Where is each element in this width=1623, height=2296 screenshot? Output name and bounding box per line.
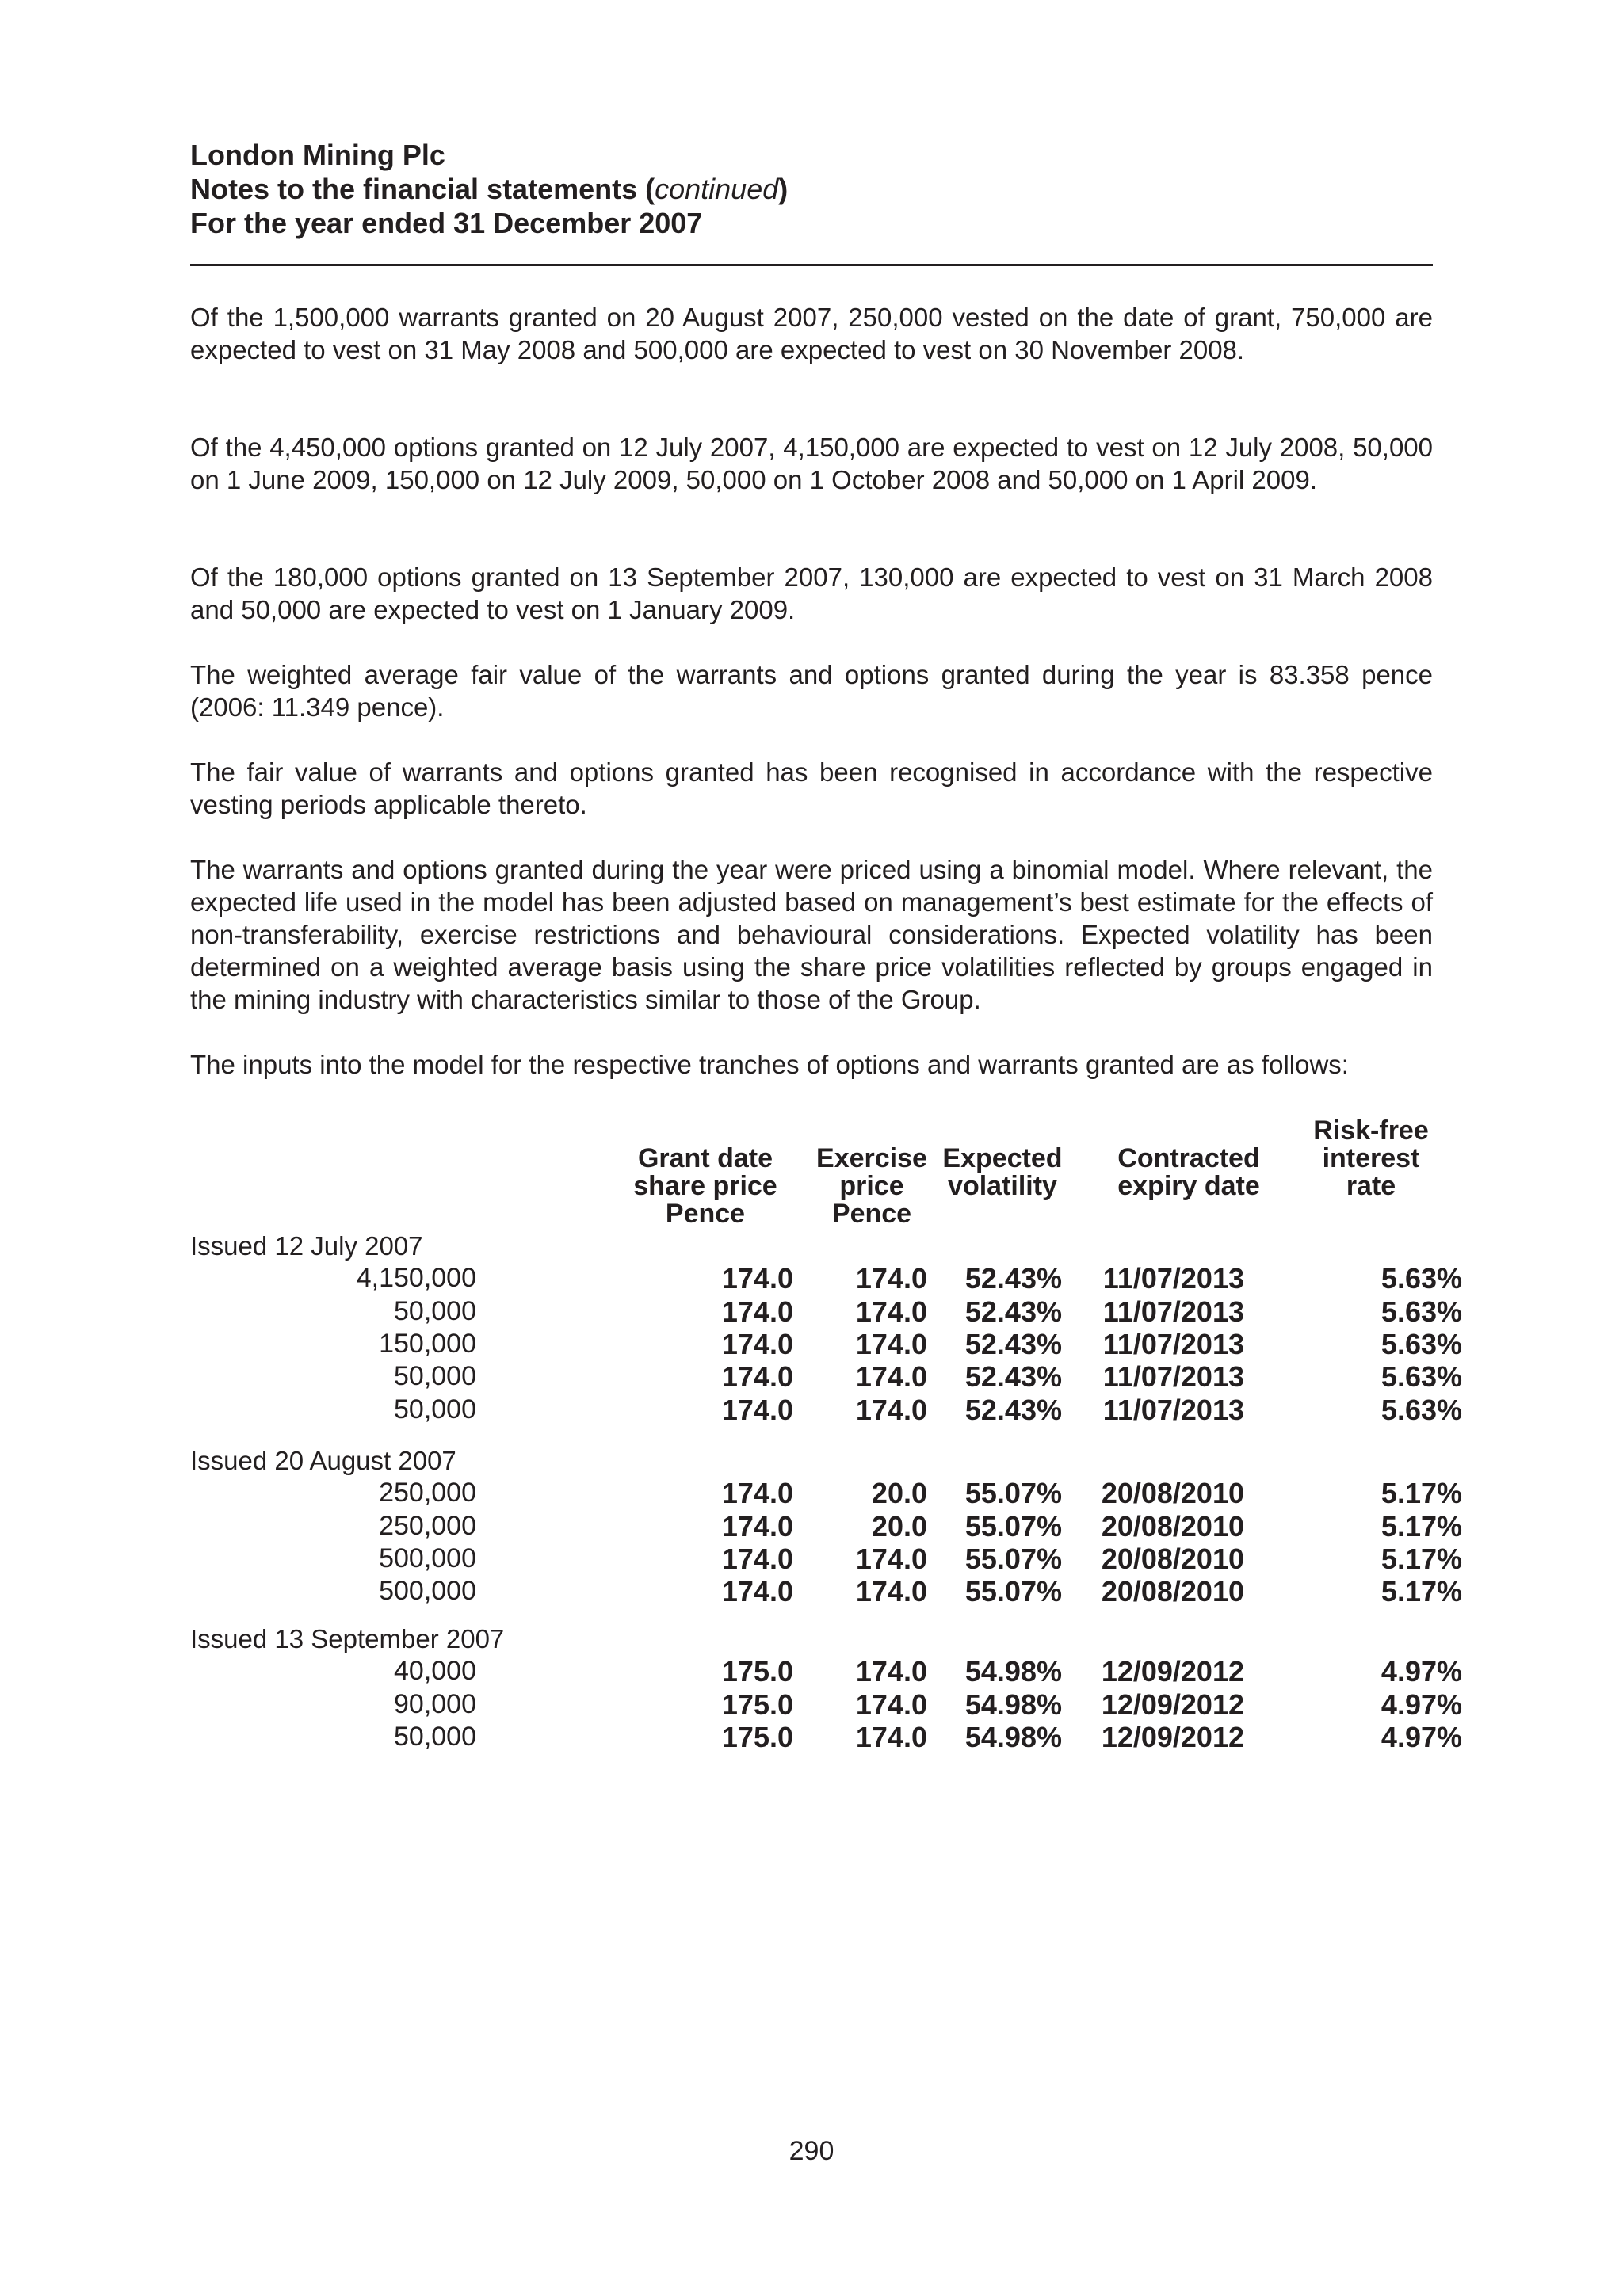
company-name: London Mining Plc [190,139,445,171]
cell-expiry-date: 11/07/2013 [1102,1295,1244,1328]
header-divider [190,264,1433,266]
cell-exercise-price: 174.0 [855,1393,927,1426]
cell-expiry-date: 12/09/2012 [1101,1688,1244,1721]
notes-title-continued: continued [655,173,779,205]
cell-exercise-price: 174.0 [855,1688,927,1721]
notes-title [190,172,1433,206]
cell-expected-volatility: 52.43% [964,1295,1062,1328]
cell-quantity: 500,000 [379,1543,476,1573]
cell-quantity: 40,000 [394,1656,476,1687]
header-rate-line2: interest [1322,1143,1420,1173]
header-exercise-line3: Pence [831,1199,912,1229]
cell-quantity: 50,000 [394,1394,476,1425]
header-exercise-line2: price [839,1171,904,1201]
cell-risk-free-rate: 4.97% [1381,1720,1462,1753]
cell-grant-date-price: 174.0 [721,1360,793,1394]
cell-expected-volatility: 54.98% [964,1688,1062,1721]
cell-grant-date-price: 175.0 [721,1655,793,1688]
cell-risk-free-rate: 5.17% [1381,1542,1462,1575]
cell-expected-volatility: 54.98% [964,1720,1062,1753]
cell-quantity: 50,000 [394,1295,476,1326]
cell-quantity: 250,000 [379,1478,476,1508]
cell-grant-date-price: 174.0 [721,1295,793,1328]
header-contracted-expiry-date [1102,1145,1276,1200]
cell-quantity: 4,150,000 [356,1263,476,1294]
cell-expected-volatility: 54.98% [964,1655,1062,1688]
header-volatility-line1: Expected [942,1143,1063,1173]
header-grant-date-share-price [610,1145,800,1228]
page-number: 290 [789,2136,834,2166]
cell-grant-date-price: 174.0 [721,1262,793,1295]
cell-exercise-price: 174.0 [855,1262,927,1295]
cell-expiry-date: 20/08/2010 [1101,1575,1244,1608]
paragraph-fair-value-recognition: The fair value of warrants and options granted has been recognised in accordance with the respective vesting periods applicable thereto. [190,757,1433,819]
header-risk-free-interest-rate [1300,1117,1442,1200]
cell-exercise-price: 174.0 [855,1327,927,1360]
cell-exercise-price: 174.0 [855,1295,927,1328]
cell-expiry-date: 20/08/2010 [1101,1542,1244,1575]
paragraph-binomial-model: The warrants and options granted during the year were priced using a binomial model. Where relevant, the expected life used in the model has been adjusted based on management’s best estimate for the effects of non-transferability, exercise restrictions and behavioural considerations. Expected volatility has been determined on a weighted average basis using the share price volatilities reflected by groups engaged in the mining industry with characteristics similar to those of the Group. [190,855,1433,1014]
cell-expected-volatility: 55.07% [964,1509,1062,1543]
cell-expected-volatility: 52.43% [964,1393,1062,1426]
cell-exercise-price: 174.0 [855,1542,927,1575]
header-expiry-line1: Contracted [1117,1143,1260,1173]
cell-grant-date-price: 174.0 [721,1393,793,1426]
header-exercise-price [808,1145,935,1228]
cell-risk-free-rate: 5.17% [1381,1575,1462,1608]
paragraph-model-inputs-intro: The inputs into the model for the respective tranches of options and warrants granted are as follows: [190,1050,1349,1079]
cell-exercise-price: 20.0 [871,1509,927,1543]
cell-grant-date-price: 174.0 [721,1575,793,1608]
cell-risk-free-rate: 5.17% [1381,1477,1462,1510]
cell-expiry-date: 12/09/2012 [1101,1720,1244,1753]
paragraph-july-options-vesting: Of the 4,450,000 options granted on 12 July 2007, 4,150,000 are expected to vest on 12 July 2008, 50,000 on 1 June 2009, 150,000 on 12 July 2009, 50,000 on 1 October 2008 and 50,000 on 1 April 2009. [190,433,1433,494]
cell-expiry-date: 20/08/2010 [1101,1477,1244,1510]
header-grant-date-line2: share price [633,1171,777,1201]
cell-risk-free-rate: 5.63% [1381,1327,1462,1360]
cell-grant-date-price: 174.0 [721,1542,793,1575]
paragraph-warrants-vesting: Of the 1,500,000 warrants granted on 20 August 2007, 250,000 vested on the date of grant, 750,000 are expected to vest on 31 May 2008 and 500,000 are expected to vest on 30 November 2008. [190,303,1433,364]
cell-grant-date-price: 174.0 [721,1477,793,1510]
cell-expected-volatility: 55.07% [964,1575,1062,1608]
header-grant-date-line3: Pence [665,1199,746,1229]
header-volatility-line2: volatility [948,1171,1057,1201]
cell-expiry-date: 11/07/2013 [1102,1393,1244,1426]
cell-exercise-price: 174.0 [855,1655,927,1688]
header-grant-date-line1: Grant date [637,1143,773,1173]
header-expiry-line2: expiry date [1117,1171,1260,1201]
cell-grant-date-price: 175.0 [721,1720,793,1753]
group-label: Issued 13 September 2007 [190,1624,505,1653]
notes-title-close: ) [778,173,789,205]
cell-risk-free-rate: 5.63% [1381,1360,1462,1394]
cell-quantity: 150,000 [379,1328,476,1359]
cell-risk-free-rate: 5.63% [1381,1295,1462,1328]
cell-expected-volatility: 52.43% [964,1327,1062,1360]
cell-expected-volatility: 52.43% [964,1262,1062,1295]
cell-quantity: 500,000 [379,1576,476,1607]
cell-risk-free-rate: 5.63% [1381,1393,1462,1426]
notes-title-text: Notes to the financial statements ( [190,173,655,205]
cell-quantity: 90,000 [394,1688,476,1719]
cell-exercise-price: 174.0 [855,1575,927,1608]
cell-risk-free-rate: 5.63% [1381,1262,1462,1295]
cell-expiry-date: 20/08/2010 [1101,1509,1244,1543]
cell-quantity: 50,000 [394,1361,476,1392]
cell-grant-date-price: 174.0 [721,1327,793,1360]
header-rate-line1: Risk-free [1313,1116,1429,1146]
cell-risk-free-rate: 5.17% [1381,1509,1462,1543]
cell-expected-volatility: 55.07% [964,1542,1062,1575]
cell-exercise-price: 174.0 [855,1360,927,1394]
cell-grant-date-price: 174.0 [721,1509,793,1543]
cell-expiry-date: 12/09/2012 [1101,1655,1244,1688]
cell-risk-free-rate: 4.97% [1381,1655,1462,1688]
header-exercise-line1: Exercise [816,1143,927,1173]
header-rate-line3: rate [1346,1171,1396,1201]
cell-quantity: 50,000 [394,1721,476,1752]
cell-exercise-price: 174.0 [855,1720,927,1753]
paragraph-september-options-vesting: Of the 180,000 options granted on 13 September 2007, 130,000 are expected to vest on 31 March 2008 and 50,000 are expected to vest on 1 January 2009. [190,563,1433,624]
cell-risk-free-rate: 4.97% [1381,1688,1462,1721]
cell-expiry-date: 11/07/2013 [1102,1327,1244,1360]
cell-quantity: 250,000 [379,1510,476,1541]
cell-expected-volatility: 52.43% [964,1360,1062,1394]
group-label: Issued 12 July 2007 [190,1231,423,1261]
cell-expiry-date: 11/07/2013 [1102,1360,1244,1394]
cell-exercise-price: 20.0 [871,1477,927,1510]
reporting-period: For the year ended 31 December 2007 [190,207,703,239]
header-expected-volatility [935,1145,1070,1200]
paragraph-weighted-fair-value: The weighted average fair value of the warrants and options granted during the year is 83.358 pence (2006: 11.349 pence). [190,660,1433,722]
page-header [190,138,1433,240]
cell-expiry-date: 11/07/2013 [1102,1262,1244,1295]
group-label: Issued 20 August 2007 [190,1446,456,1475]
cell-grant-date-price: 175.0 [721,1688,793,1721]
cell-expected-volatility: 55.07% [964,1477,1062,1510]
